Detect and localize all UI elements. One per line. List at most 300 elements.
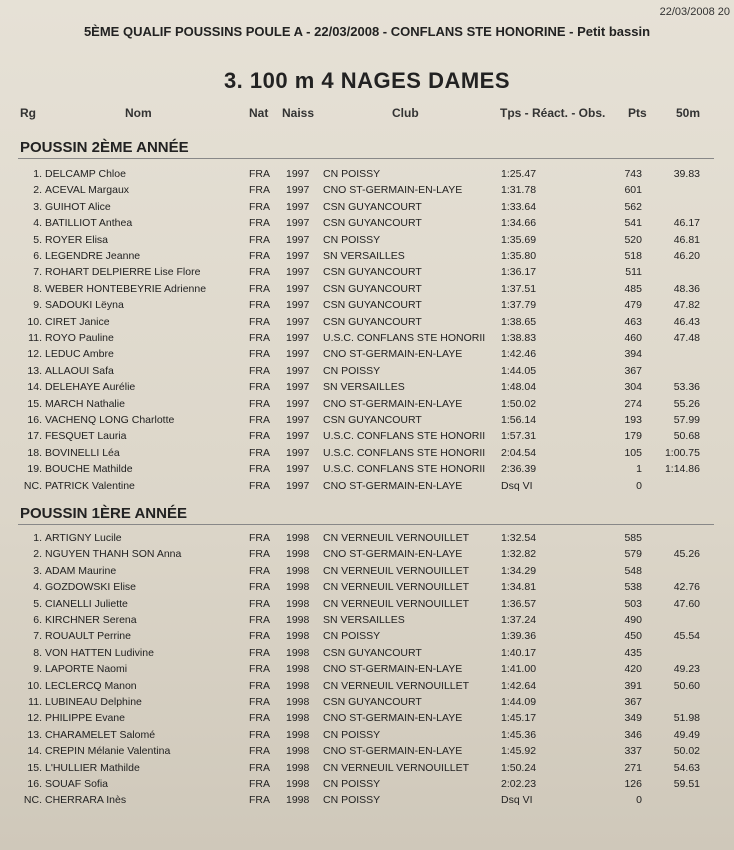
birth-year: 1998 [286,794,310,807]
club-name: CN POISSY [323,168,381,180]
rank-cell: 2. [33,184,42,197]
points: 520 [624,233,642,246]
table-row [0,332,734,348]
table-row [0,234,734,250]
table-row [0,696,734,712]
birth-year: 1998 [286,564,310,577]
club-name: CN POISSY [323,233,381,246]
rank-cell: 5. [33,233,42,246]
split-50m: 50.02 [673,745,700,758]
swimmer-name: ROYO Pauline [45,332,114,344]
rank-cell: 12. [27,712,42,725]
rank-cell: 10. [27,679,42,692]
race-time: 2:04.54 [501,446,537,459]
swimmer-name: NGUYEN THANH SON Anna [45,548,182,561]
rank-cell: 1. [33,168,42,180]
birth-year: 1997 [286,200,310,213]
club-name: CNO ST-GERMAIN-EN-LAYE [323,479,463,492]
split-50m: 57.99 [673,414,700,426]
club-name: CSN GUYANCOURT [323,646,422,659]
section-divider [18,158,714,159]
rank-cell: 14. [27,381,42,394]
race-time: 1:35.80 [501,250,537,262]
rank-cell: 14. [27,745,42,758]
split-50m: 55.26 [673,397,700,410]
nationality: FRA [249,200,270,213]
points: 518 [624,250,642,262]
points: 460 [624,332,642,344]
club-name: CN VERNEUIL VERNOUILLET [323,761,470,774]
nationality: FRA [249,250,270,262]
col-pts: Pts [628,106,647,120]
rank-cell: 1. [33,532,42,544]
birth-year: 1997 [286,463,310,476]
points: 274 [624,397,642,410]
birth-year: 1997 [286,332,310,344]
club-name: CN POISSY [323,630,381,643]
nationality: FRA [249,315,270,328]
table-row [0,680,734,696]
rank-cell: 7. [33,266,42,279]
club-name: CNO ST-GERMAIN-EN-LAYE [323,712,463,725]
nationality: FRA [249,778,270,790]
race-time: 1:38.65 [501,315,537,328]
table-row [0,217,734,233]
club-name: CNO ST-GERMAIN-EN-LAYE [323,548,463,561]
birth-year: 1998 [286,548,310,561]
split-50m: 46.43 [673,315,700,328]
nationality: FRA [249,348,270,361]
split-50m: 39.83 [673,168,700,180]
club-name: CNO ST-GERMAIN-EN-LAYE [323,663,463,676]
nationality: FRA [249,299,270,312]
nationality: FRA [249,282,270,295]
swimmer-name: ALLAOUI Safa [45,364,114,377]
swimmer-name: PHILIPPE Evane [45,712,125,725]
split-50m: 42.76 [673,581,700,594]
swimmer-name: L'HULLIER Mathilde [45,761,140,774]
nationality: FRA [249,581,270,594]
split-50m: 49.49 [673,728,700,741]
rank-cell: 9. [33,663,42,676]
col-nom: Nom [125,106,152,120]
club-name: CN VERNEUIL VERNOUILLET [323,581,470,594]
split-50m: 1:00.75 [664,446,700,459]
race-time: 1:34.81 [501,581,537,594]
points: 304 [624,381,642,394]
swimmer-name: CHARAMELET Salomé [45,728,156,741]
points: 1 [636,463,642,476]
swimmer-name: ADAM Maurine [45,564,117,577]
table-row [0,630,734,646]
nationality: FRA [249,712,270,725]
birth-year: 1998 [286,712,310,725]
points: 367 [624,364,642,377]
nationality: FRA [249,479,270,492]
split-50m: 50.68 [673,430,700,443]
table-row [0,168,734,184]
club-name: CSN GUYANCOURT [323,266,422,279]
points: 193 [624,414,642,426]
birth-year: 1998 [286,745,310,758]
split-50m: 53.36 [673,381,700,394]
club-name: CSN GUYANCOURT [323,414,422,426]
race-time: 1:32.54 [501,532,537,544]
club-name: CN POISSY [323,778,381,790]
race-time: 1:42.46 [501,348,537,361]
points: 562 [624,200,642,213]
split-50m: 46.20 [673,250,700,262]
race-time: 1:34.66 [501,217,537,230]
table-row [0,548,734,564]
nationality: FRA [249,794,270,807]
table-row [0,316,734,332]
club-name: CN VERNEUIL VERNOUILLET [323,679,470,692]
birth-year: 1997 [286,266,310,279]
nationality: FRA [249,233,270,246]
rank-cell: 15. [27,761,42,774]
club-name: CN POISSY [323,364,381,377]
table-row [0,729,734,745]
rank-cell: 4. [33,581,42,594]
nationality: FRA [249,217,270,230]
rank-cell: 16. [27,414,42,426]
rank-cell: 17. [27,430,42,443]
points: 394 [624,348,642,361]
birth-year: 1997 [286,397,310,410]
column-header [0,106,734,124]
swimmer-name: ARTIGNY Lucile [45,532,122,544]
nationality: FRA [249,266,270,279]
birth-year: 1997 [286,233,310,246]
points: 126 [624,778,642,790]
rank-cell: 19. [27,463,42,476]
race-time: 1:31.78 [501,184,537,197]
club-name: CNO ST-GERMAIN-EN-LAYE [323,348,463,361]
race-time: 1:44.05 [501,364,537,377]
club-name: U.S.C. CONFLANS STE HONORII [323,463,486,476]
birth-year: 1997 [286,348,310,361]
race-time: 1:50.24 [501,761,537,774]
points: 743 [624,168,642,180]
birth-year: 1997 [286,299,310,312]
swimmer-name: SADOUKI Lëyna [45,299,124,312]
points: 548 [624,564,642,577]
nationality: FRA [249,696,270,708]
club-name: CSN GUYANCOURT [323,299,422,312]
race-time: 1:39.36 [501,630,537,643]
nationality: FRA [249,548,270,561]
split-50m: 51.98 [673,712,700,725]
swimmer-name: MARCH Nathalie [45,397,125,410]
nationality: FRA [249,679,270,692]
rank-cell: NC. [23,479,42,492]
race-time: 1:33.64 [501,200,537,213]
swimmer-name: LUBINEAU Delphine [45,696,142,708]
nationality: FRA [249,381,270,394]
birth-year: 1998 [286,614,310,626]
table-row [0,532,734,548]
swimmer-name: KIRCHNER Serena [45,614,137,626]
nationality: FRA [249,332,270,344]
swimmer-name: FESQUET Lauria [45,430,127,443]
rank-cell: 16. [27,778,42,790]
birth-year: 1997 [286,168,310,180]
race-time: 1:25.47 [501,168,537,180]
swimmer-name: DELCAMP Chloe [45,168,126,180]
nationality: FRA [249,663,270,676]
rank-cell: 8. [33,282,42,295]
race-time: 1:35.69 [501,233,537,246]
table-row [0,647,734,663]
nationality: FRA [249,168,270,180]
rank-cell: 9. [33,299,42,312]
club-name: SN VERSAILLES [323,614,405,626]
club-name: U.S.C. CONFLANS STE HONORII [323,430,486,443]
birth-year: 1998 [286,581,310,594]
table-row [0,348,734,364]
points: 271 [624,761,642,774]
race-time: 2:02.23 [501,778,537,790]
race-time: 1:38.83 [501,332,537,344]
rank-cell: 13. [27,728,42,741]
race-time: 1:48.04 [501,381,537,394]
birth-year: 1997 [286,282,310,295]
nationality: FRA [249,430,270,443]
club-name: CN VERNEUIL VERNOUILLET [323,597,470,610]
swimmer-name: LEDUC Ambre [45,348,114,361]
section-divider [18,524,714,525]
split-50m: 47.60 [673,597,700,610]
club-name: CN POISSY [323,728,381,741]
birth-year: 1997 [286,184,310,197]
print-date: 22/03/2008 20 [659,6,730,18]
race-time: 1:37.24 [501,614,537,626]
split-50m: 45.54 [673,630,700,643]
birth-year: 1997 [286,217,310,230]
points: 367 [624,696,642,708]
table-row [0,598,734,614]
rank-cell: 15. [27,397,42,410]
swimmer-name: ROHART DELPIERRE Lise Flore [45,266,201,279]
nationality: FRA [249,597,270,610]
rank-cell: 8. [33,646,42,659]
points: 105 [624,446,642,459]
club-name: SN VERSAILLES [323,250,405,262]
table-row [0,778,734,794]
club-name: CSN GUYANCOURT [323,696,422,708]
race-time: 1:44.09 [501,696,537,708]
rank-cell: 2. [33,548,42,561]
swimmer-name: LECLERCQ Manon [45,679,137,692]
section-title: POUSSIN 1ÈRE ANNÉE [20,505,187,522]
swimmer-name: LAPORTE Naomi [45,663,128,676]
table-row [0,266,734,282]
points: 579 [624,548,642,561]
birth-year: 1997 [286,250,310,262]
split-50m: 48.36 [673,282,700,295]
race-time: 1:41.00 [501,663,537,676]
rank-cell: 4. [33,217,42,230]
club-name: CSN GUYANCOURT [323,315,422,328]
club-name: CNO ST-GERMAIN-EN-LAYE [323,397,463,410]
table-row [0,794,734,810]
race-time: 1:57.31 [501,430,537,443]
meet-title: 5ÈME QUALIF POUSSINS POULE A - 22/03/2008 - CONFLANS STE HONORINE - Petit bassin [83,24,651,39]
points: 511 [625,266,642,279]
table-row [0,565,734,581]
table-row [0,365,734,381]
swimmer-name: PATRICK Valentine [45,479,135,492]
nationality: FRA [249,446,270,459]
split-50m: 46.81 [673,233,700,246]
race-time: 1:42.64 [501,679,537,692]
nationality: FRA [249,646,270,659]
points: 420 [624,663,642,676]
points: 179 [624,430,642,443]
col-naiss: Naiss [282,106,315,120]
col-nat: Nat [249,106,269,120]
points: 435 [624,646,642,659]
swimmer-name: VACHENQ LONG Charlotte [45,414,175,426]
race-time: 1:37.51 [501,282,537,295]
birth-year: 1997 [286,430,310,443]
points: 485 [624,282,642,295]
birth-year: 1998 [286,679,310,692]
race-time: 1:56.14 [501,414,537,426]
points: 337 [624,745,642,758]
race-time: 1:40.17 [501,646,537,659]
nationality: FRA [249,630,270,643]
table-row [0,745,734,761]
table-row [0,712,734,728]
col-rg: Rg [20,106,36,120]
club-name: U.S.C. CONFLANS STE HONORII [323,332,486,344]
birth-year: 1998 [286,696,310,708]
points: 503 [624,597,642,610]
table-row [0,581,734,597]
race-time: Dsq VI [501,794,533,807]
rank-cell: 12. [27,348,42,361]
nationality: FRA [249,532,270,544]
swimmer-name: LEGENDRE Jeanne [45,250,141,262]
birth-year: 1998 [286,532,310,544]
race-time: 1:36.17 [501,266,537,279]
points: 450 [624,630,642,643]
swimmer-name: CIANELLI Juliette [45,597,128,610]
rank-cell: NC. [23,794,42,807]
rank-cell: 18. [27,446,42,459]
nationality: FRA [249,364,270,377]
birth-year: 1998 [286,597,310,610]
points: 479 [624,299,642,312]
rank-cell: 6. [33,250,42,262]
points: 349 [624,712,642,725]
split-50m: 47.48 [673,332,700,344]
race-time: 1:34.29 [501,564,537,577]
split-50m: 50.60 [673,679,700,692]
points: 391 [624,679,642,692]
swimmer-name: ROUAULT Perrine [45,630,131,643]
birth-year: 1997 [286,446,310,459]
split-50m: 59.51 [673,778,700,790]
rank-cell: 3. [33,200,42,213]
swimmer-name: ACEVAL Margaux [45,184,130,197]
nationality: FRA [249,761,270,774]
section-title: POUSSIN 2ÈME ANNÉE [20,139,189,156]
table-row [0,663,734,679]
nationality: FRA [249,184,270,197]
birth-year: 1997 [286,364,310,377]
swimmer-name: DELEHAYE Aurélie [45,381,136,394]
points: 0 [636,794,642,807]
col-tps: Tps - Réact. - Obs. [500,106,606,120]
rank-cell: 7. [33,630,42,643]
birth-year: 1997 [286,315,310,328]
rank-cell: 6. [33,614,42,626]
split-50m: 54.63 [673,761,700,774]
table-row [0,299,734,315]
club-name: CSN GUYANCOURT [323,282,422,295]
swimmer-name: BATILLIOT Anthea [45,217,133,230]
table-row [0,414,734,430]
birth-year: 1998 [286,778,310,790]
swimmer-name: CREPIN Mélanie Valentina [45,745,171,758]
points: 490 [624,614,642,626]
swimmer-name: BOUCHE Mathilde [45,463,133,476]
birth-year: 1998 [286,630,310,643]
table-row [0,250,734,266]
birth-year: 1997 [286,414,310,426]
swimmer-name: GUIHOT Alice [45,200,111,213]
rank-cell: 10. [27,315,42,328]
col-split: 50m [676,106,701,120]
event-title: 3. 100 m 4 NAGES DAMES [223,68,511,93]
nationality: FRA [249,397,270,410]
split-50m: 46.17 [673,217,700,230]
nationality: FRA [249,614,270,626]
split-50m: 1:14.86 [664,463,700,476]
swimmer-name: CHERRARA Inès [45,794,127,807]
birth-year: 1997 [286,479,310,492]
nationality: FRA [249,564,270,577]
birth-year: 1998 [286,663,310,676]
club-name: U.S.C. CONFLANS STE HONORII [323,446,486,459]
swimmer-name: WEBER HONTEBEYRIE Adrienne [45,282,207,295]
race-time: Dsq VI [501,479,533,492]
swimmer-name: VON HATTEN Ludivine [45,646,154,659]
birth-year: 1997 [286,381,310,394]
birth-year: 1998 [286,728,310,741]
table-row [0,283,734,299]
nationality: FRA [249,745,270,758]
rank-cell: 11. [28,332,42,344]
nationality: FRA [249,414,270,426]
split-50m: 49.23 [673,663,700,676]
club-name: CN VERNEUIL VERNOUILLET [323,564,470,577]
table-row [0,762,734,778]
points: 346 [624,728,642,741]
swimmer-name: SOUAF Sofia [45,778,109,790]
swimmer-name: GOZDOWSKI Elise [45,581,137,594]
points: 0 [636,479,642,492]
club-name: CSN GUYANCOURT [323,217,422,230]
split-50m: 45.26 [673,548,700,561]
table-row [0,614,734,630]
points: 538 [624,581,642,594]
table-row [0,398,734,414]
points: 601 [624,184,642,197]
